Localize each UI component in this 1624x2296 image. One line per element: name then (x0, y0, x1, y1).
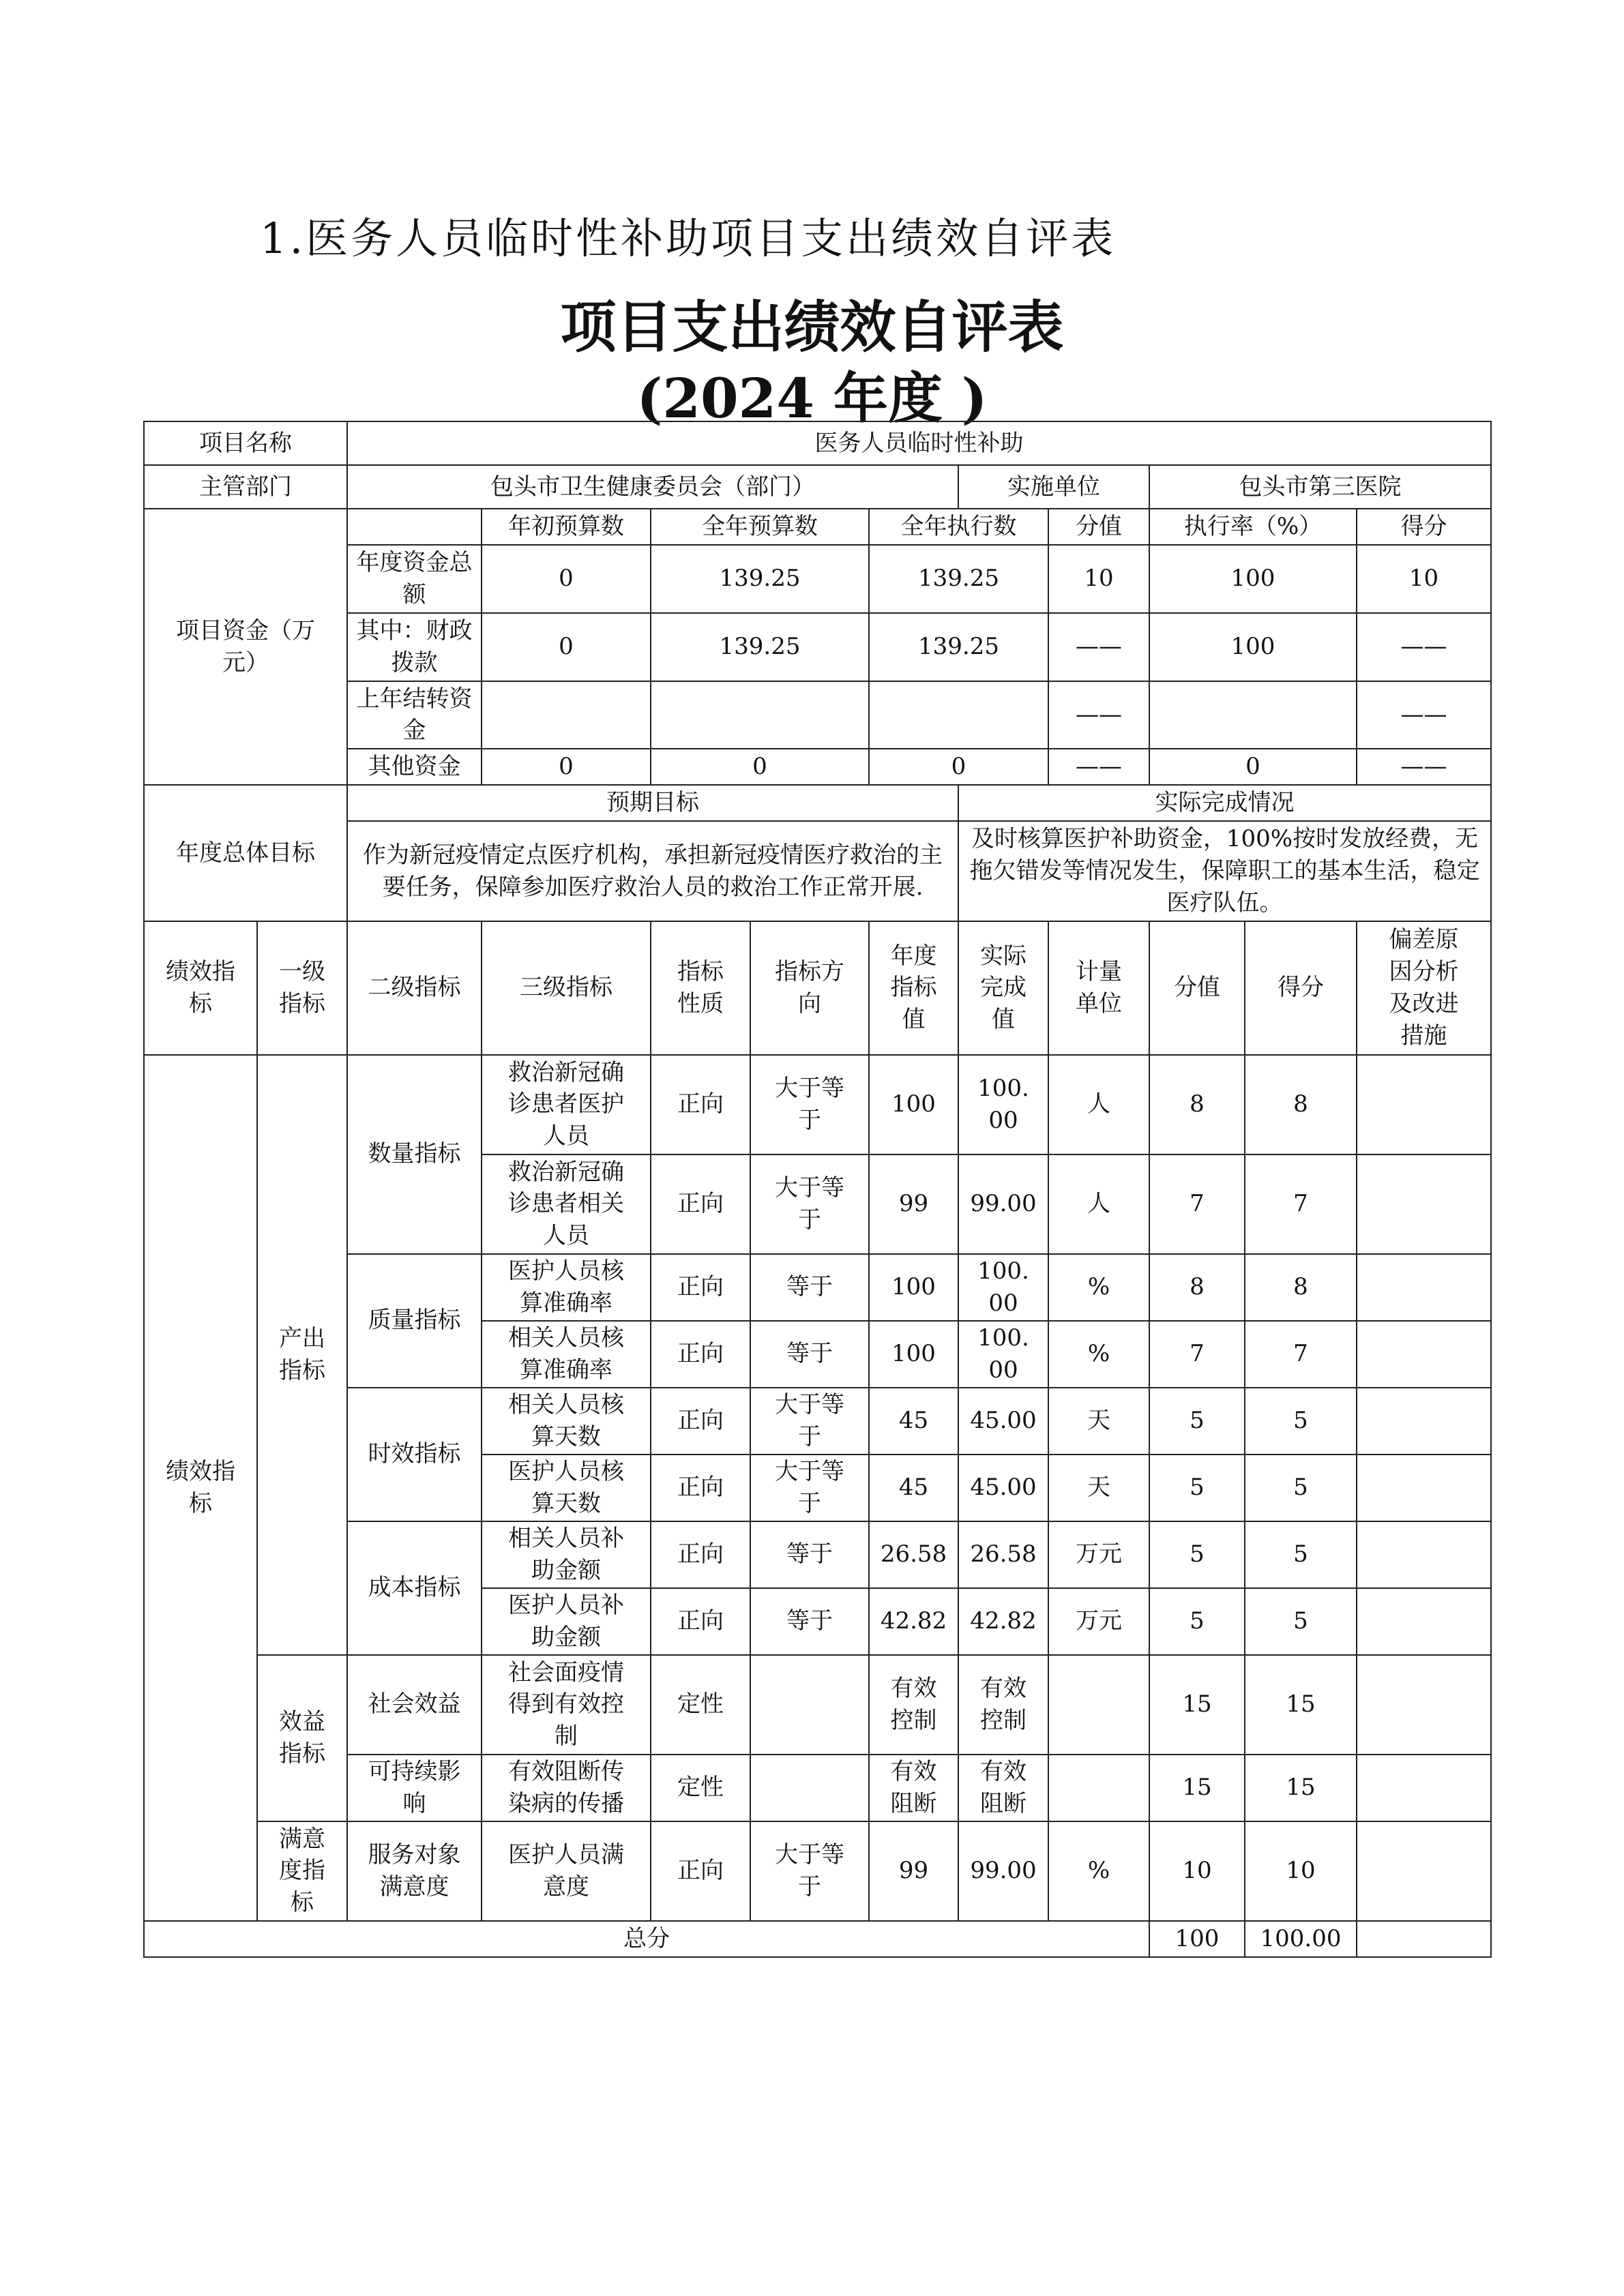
level2-social: 社会效益 (347, 1655, 482, 1755)
level3-name: 救治新冠确诊患者相关人员 (482, 1154, 651, 1254)
target: 有效控制 (869, 1655, 958, 1755)
unit: 万元 (1048, 1521, 1149, 1588)
nature: 定性 (651, 1655, 750, 1755)
got: 5 (1245, 1455, 1357, 1521)
unit: % (1048, 1254, 1149, 1321)
unit: 人 (1048, 1154, 1149, 1254)
total-row (144, 1921, 1491, 1957)
goals-expected-text: 作为新冠疫情定点医疗机构，承担新冠疫情医疗救治的主要任务，保障参加医疗救治人员的救治工作正常开展. (347, 821, 958, 921)
level3-name: 救治新冠确诊患者医护人员 (482, 1055, 651, 1154)
funds-header-executed: 全年执行数 (869, 509, 1048, 545)
target: 100 (869, 1055, 958, 1154)
page-subtitle: (2024 年度 ) (636, 366, 988, 430)
score: 15 (1149, 1655, 1245, 1755)
score: 5 (1149, 1588, 1245, 1655)
implementing-unit-label: 实施单位 (958, 465, 1149, 509)
direction: 等于 (750, 1321, 869, 1388)
implementing-unit-value: 包头市第三医院 (1149, 465, 1491, 509)
deviation (1357, 1755, 1491, 1821)
target: 45 (869, 1455, 958, 1521)
actual: 99.00 (958, 1821, 1048, 1921)
level3-name: 相关人员补助金额 (482, 1521, 651, 1588)
funds-cell: —— (1048, 749, 1149, 785)
funds-cell: 0 (482, 545, 651, 613)
funds-row-label: 其他资金 (347, 749, 482, 785)
got: 7 (1245, 1154, 1357, 1254)
header-unit: 计量单位 (1048, 921, 1149, 1055)
department-row (144, 465, 1491, 509)
header-got: 得分 (1245, 921, 1357, 1055)
unit: 天 (1048, 1388, 1149, 1455)
funds-label: 项目资金（万元） (144, 509, 347, 785)
header-actual: 实际完成值 (958, 921, 1048, 1055)
direction (750, 1755, 869, 1821)
funds-cell: —— (1357, 681, 1491, 749)
funds-cell: —— (1048, 613, 1149, 681)
funds-cell (482, 681, 651, 749)
actual: 有效阻断 (958, 1755, 1048, 1821)
nature: 正向 (651, 1521, 750, 1588)
deviation (1357, 1521, 1491, 1588)
nature: 正向 (651, 1821, 750, 1921)
nature: 正向 (651, 1154, 750, 1254)
nature: 正向 (651, 1321, 750, 1388)
header-target: 年度指标值 (869, 921, 958, 1055)
actual: 有效控制 (958, 1655, 1048, 1755)
funds-cell (1149, 681, 1357, 749)
actual: 45.00 (958, 1388, 1048, 1455)
header-level3: 三级指标 (482, 921, 651, 1055)
direction (750, 1655, 869, 1755)
funds-header-row (144, 509, 1491, 545)
funds-cell: 100 (1149, 545, 1357, 613)
total-deviation (1357, 1921, 1491, 1957)
level2-quantity: 数量指标 (347, 1055, 482, 1254)
score: 8 (1149, 1055, 1245, 1154)
level3-name: 有效阻断传染病的传播 (482, 1755, 651, 1821)
score: 15 (1149, 1755, 1245, 1821)
unit (1048, 1755, 1149, 1821)
goals-header-row (144, 785, 1491, 821)
actual: 99.00 (958, 1154, 1048, 1254)
deviation (1357, 1588, 1491, 1655)
goals-actual-label: 实际完成情况 (958, 785, 1491, 821)
level3-name: 社会面疫情得到有效控制 (482, 1655, 651, 1755)
header-nature: 指标性质 (651, 921, 750, 1055)
funds-cell: 0 (1149, 749, 1357, 785)
deviation (1357, 1388, 1491, 1455)
funds-row-label: 年度资金总额 (347, 545, 482, 613)
direction: 大于等于 (750, 1154, 869, 1254)
deviation (1357, 1055, 1491, 1154)
funds-cell: 100 (1149, 613, 1357, 681)
funds-cell: 139.25 (869, 545, 1048, 613)
nature: 定性 (651, 1755, 750, 1821)
header-performance-indicator: 绩效指标 (144, 921, 257, 1055)
page-title: 项目支出绩效自评表 (560, 295, 1064, 360)
direction: 等于 (750, 1254, 869, 1321)
funds-row-label: 其中：财政拨款 (347, 613, 482, 681)
section-heading: 1.医务人员临时性补助项目支出绩效自评表 (260, 213, 1117, 263)
target: 99 (869, 1154, 958, 1254)
actual: 45.00 (958, 1455, 1048, 1521)
direction: 大于等于 (750, 1821, 869, 1921)
goals-actual-text: 及时核算医护补助资金，100%按时发放经费，无拖欠错发等情况发生，保障职工的基本生活，稳定医疗队伍。 (958, 821, 1491, 921)
unit: 天 (1048, 1455, 1149, 1521)
indicator-header-row (144, 921, 1491, 1055)
level3-name: 医护人员满意度 (482, 1821, 651, 1921)
level3-name: 相关人员核算准确率 (482, 1321, 651, 1388)
funds-cell: 0 (869, 749, 1048, 785)
header-level1: 一级指标 (257, 921, 347, 1055)
score: 7 (1149, 1321, 1245, 1388)
header-level2: 二级指标 (347, 921, 482, 1055)
funds-cell: 0 (651, 749, 869, 785)
direction: 大于等于 (750, 1388, 869, 1455)
deviation (1357, 1154, 1491, 1254)
got: 5 (1245, 1521, 1357, 1588)
got: 5 (1245, 1588, 1357, 1655)
target: 45 (869, 1388, 958, 1455)
level2-service: 服务对象满意度 (347, 1821, 482, 1921)
deviation (1357, 1821, 1491, 1921)
target: 100 (869, 1254, 958, 1321)
header-direction: 指标方向 (750, 921, 869, 1055)
department-value: 包头市卫生健康委员会（部门） (347, 465, 958, 509)
level3-name: 医护人员核算天数 (482, 1455, 651, 1521)
unit: 万元 (1048, 1588, 1149, 1655)
deviation (1357, 1321, 1491, 1388)
project-name-row (144, 421, 1491, 465)
funds-header-rate: 执行率（%） (1149, 509, 1357, 545)
funds-cell: 0 (482, 749, 651, 785)
actual: 100.00 (958, 1321, 1048, 1388)
direction: 等于 (750, 1521, 869, 1588)
total-label: 总分 (144, 1921, 1149, 1957)
target: 42.82 (869, 1588, 958, 1655)
got: 15 (1245, 1655, 1357, 1755)
score: 5 (1149, 1521, 1245, 1588)
funds-cell: 139.25 (651, 613, 869, 681)
funds-cell (651, 681, 869, 749)
nature: 正向 (651, 1455, 750, 1521)
deviation (1357, 1455, 1491, 1521)
level3-name: 医护人员补助金额 (482, 1588, 651, 1655)
actual: 26.58 (958, 1521, 1048, 1588)
funds-cell: —— (1357, 749, 1491, 785)
level1-output: 产出指标 (257, 1055, 347, 1655)
nature: 正向 (651, 1588, 750, 1655)
target: 26.58 (869, 1521, 958, 1588)
target: 100 (869, 1321, 958, 1388)
level2-quality: 质量指标 (347, 1254, 482, 1388)
unit: 人 (1048, 1055, 1149, 1154)
score: 5 (1149, 1388, 1245, 1455)
project-name-value: 医务人员临时性补助 (347, 421, 1491, 465)
performance-indicator-group: 绩效指标 (144, 1055, 257, 1921)
unit (1048, 1655, 1149, 1755)
indicator-row (144, 1655, 1491, 1755)
unit: % (1048, 1821, 1149, 1921)
funds-cell: —— (1048, 681, 1149, 749)
direction: 大于等于 (750, 1055, 869, 1154)
actual: 42.82 (958, 1588, 1048, 1655)
score: 5 (1149, 1455, 1245, 1521)
header-deviation: 偏差原因分析及改进措施 (1357, 921, 1491, 1055)
level1-benefit: 效益指标 (257, 1655, 347, 1821)
funds-header-score: 分值 (1048, 509, 1149, 545)
funds-cell (869, 681, 1048, 749)
funds-cell: 139.25 (869, 613, 1048, 681)
score: 7 (1149, 1154, 1245, 1254)
level2-cost: 成本指标 (347, 1521, 482, 1655)
direction: 大于等于 (750, 1455, 869, 1521)
project-name-label: 项目名称 (144, 421, 347, 465)
score: 8 (1149, 1254, 1245, 1321)
funds-cell: 10 (1357, 545, 1491, 613)
funds-row-label: 上年结转资金 (347, 681, 482, 749)
total-score: 100 (1149, 1921, 1245, 1957)
target: 99 (869, 1821, 958, 1921)
nature: 正向 (651, 1388, 750, 1455)
deviation (1357, 1254, 1491, 1321)
evaluation-table (143, 421, 1492, 1958)
level1-satisfaction: 满意度指标 (257, 1821, 347, 1921)
nature: 正向 (651, 1254, 750, 1321)
department-label: 主管部门 (144, 465, 347, 509)
total-got: 100.00 (1245, 1921, 1357, 1957)
got: 8 (1245, 1055, 1357, 1154)
score: 10 (1149, 1821, 1245, 1921)
funds-header-initial-budget: 年初预算数 (482, 509, 651, 545)
goals-label: 年度总体目标 (144, 785, 347, 921)
funds-cell: 10 (1048, 545, 1149, 613)
header-score: 分值 (1149, 921, 1245, 1055)
got: 10 (1245, 1821, 1357, 1921)
funds-cell: 0 (482, 613, 651, 681)
level2-timeliness: 时效指标 (347, 1388, 482, 1521)
level3-name: 医护人员核算准确率 (482, 1254, 651, 1321)
got: 7 (1245, 1321, 1357, 1388)
actual: 100.00 (958, 1254, 1048, 1321)
level2-sustain: 可持续影响 (347, 1755, 482, 1821)
deviation (1357, 1655, 1491, 1755)
indicator-row (144, 1821, 1491, 1921)
got: 5 (1245, 1388, 1357, 1455)
nature: 正向 (651, 1055, 750, 1154)
actual: 100.00 (958, 1055, 1048, 1154)
unit: % (1048, 1321, 1149, 1388)
got: 8 (1245, 1254, 1357, 1321)
goals-expected-label: 预期目标 (347, 785, 958, 821)
funds-cell: 139.25 (651, 545, 869, 613)
got: 15 (1245, 1755, 1357, 1821)
indicator-row (144, 1055, 1491, 1154)
funds-header-annual-budget: 全年预算数 (651, 509, 869, 545)
level3-name: 相关人员核算天数 (482, 1388, 651, 1455)
direction: 等于 (750, 1588, 869, 1655)
funds-cell: —— (1357, 613, 1491, 681)
funds-header-got: 得分 (1357, 509, 1491, 545)
target: 有效阻断 (869, 1755, 958, 1821)
funds-header-blank (347, 509, 482, 545)
